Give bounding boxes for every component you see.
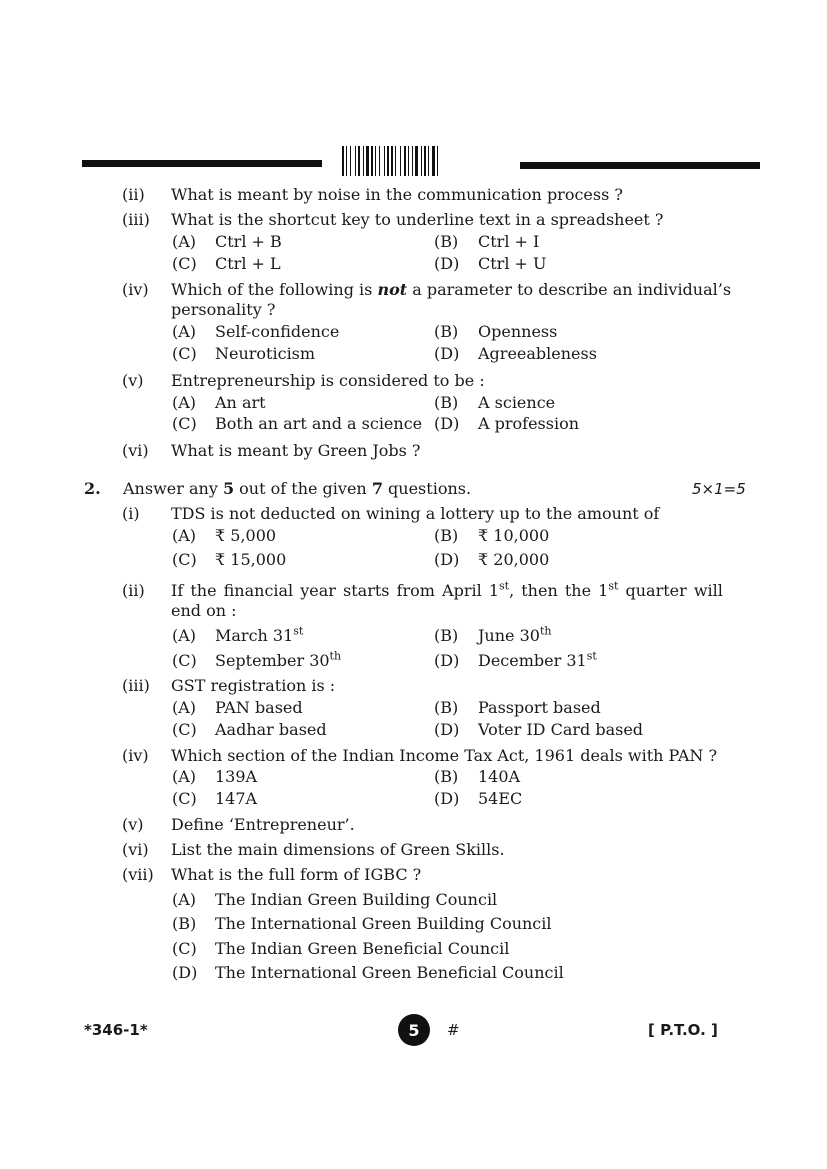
option-label: (D) xyxy=(434,720,460,739)
option-text: Ctrl + L xyxy=(215,254,281,273)
option-text: Aadhar based xyxy=(215,720,327,739)
option-text: Ctrl + I xyxy=(478,232,540,251)
option-text: A science xyxy=(478,393,556,412)
option-label: (C) xyxy=(172,789,197,808)
barcode-bar xyxy=(404,146,406,176)
header-rule-left xyxy=(82,160,322,167)
option-text: The International Green Building Council xyxy=(215,914,552,933)
option-label: (C) xyxy=(172,254,197,273)
option-text: Passport based xyxy=(478,698,601,717)
q1-vi-number: (vi) xyxy=(122,441,149,460)
option-text: 140A xyxy=(478,767,521,786)
option-label: (C) xyxy=(172,414,197,433)
q1-iii-number: (iii) xyxy=(122,210,150,229)
option-text: The Indian Green Beneficial Council xyxy=(215,939,510,958)
option-label: (A) xyxy=(172,526,197,545)
option-text: September 30th xyxy=(215,649,342,670)
option-text: March 31st xyxy=(215,624,304,645)
option-text: A profession xyxy=(478,414,580,433)
option-text: Neuroticism xyxy=(215,344,316,363)
option-label: (A) xyxy=(172,232,197,251)
q1-iv-text-line2: personality ? xyxy=(171,300,276,319)
barcode-bar xyxy=(408,146,409,176)
option-text: The Indian Green Building Council xyxy=(215,890,498,909)
q2-iii-number: (iii) xyxy=(122,676,150,695)
barcode-bar xyxy=(415,146,418,176)
paper-code: *346-1* xyxy=(84,1021,148,1039)
option-label: (B) xyxy=(434,232,459,251)
barcode-bar xyxy=(424,146,426,176)
barcode-bar xyxy=(355,146,356,176)
barcode-bar xyxy=(384,146,385,176)
option-label: (D) xyxy=(434,344,460,363)
q1-vi-text: What is meant by Green Jobs ? xyxy=(171,441,421,460)
option-text: PAN based xyxy=(215,698,303,717)
option-label: (C) xyxy=(172,550,197,569)
q1-v-number: (v) xyxy=(122,371,144,390)
q2-v-text: Define ‘Entrepreneur’. xyxy=(171,815,355,834)
barcode-bar xyxy=(432,146,435,176)
option-label: (B) xyxy=(434,322,459,341)
option-text: ₹ 20,000 xyxy=(478,550,550,569)
option-label: (D) xyxy=(434,254,460,273)
barcode-bar xyxy=(391,146,393,176)
option-text: The International Green Beneficial Council xyxy=(215,963,564,982)
option-text: ₹ 10,000 xyxy=(478,526,550,545)
option-label: (C) xyxy=(172,651,197,670)
barcode-bar xyxy=(346,146,347,176)
option-label: (C) xyxy=(172,939,197,958)
option-label: (B) xyxy=(172,914,197,933)
q2-ii-text-line2: end on : xyxy=(171,601,237,620)
option-label: (A) xyxy=(172,626,197,645)
option-text: ₹ 5,000 xyxy=(215,526,277,545)
barcode-bar xyxy=(375,146,376,176)
pto-label: [ P.T.O. ] xyxy=(648,1021,718,1039)
header-rule-right xyxy=(520,162,760,169)
barcode-bar xyxy=(350,146,351,176)
option-label: (B) xyxy=(434,526,459,545)
option-label: (A) xyxy=(172,393,197,412)
option-text: ₹ 15,000 xyxy=(215,550,287,569)
option-label: (D) xyxy=(434,651,460,670)
option-label: (A) xyxy=(172,698,197,717)
barcode-bar xyxy=(412,146,413,176)
option-text: June 30th xyxy=(478,624,552,645)
option-label: (B) xyxy=(434,698,459,717)
option-text: Self-confidence xyxy=(215,322,340,341)
barcode-bar xyxy=(363,146,364,176)
option-text: 147A xyxy=(215,789,258,808)
option-text: 54EC xyxy=(478,789,523,808)
barcode-bar xyxy=(437,146,438,176)
q2-ii-text: If the financial year starts from April 1st, then the 1st quarter will xyxy=(171,579,723,600)
q2-i-number: (i) xyxy=(122,504,140,523)
barcode-bar xyxy=(358,146,360,176)
option-label: (A) xyxy=(172,890,197,909)
barcode-bar xyxy=(428,146,429,176)
barcode-bar xyxy=(400,146,401,176)
option-label: (D) xyxy=(434,414,460,433)
barcode-bar xyxy=(387,146,389,176)
q2-instructions: Answer any 5 out of the given 7 questions. xyxy=(123,479,472,498)
q2-iv-number: (iv) xyxy=(122,746,149,765)
barcode-bar xyxy=(379,146,380,176)
q2-i-text: TDS is not deducted on wining a lottery up to the amount of xyxy=(171,504,660,523)
option-text: Ctrl + U xyxy=(478,254,547,273)
barcode-bar xyxy=(371,146,373,176)
option-label: (A) xyxy=(172,322,197,341)
option-label: (B) xyxy=(434,767,459,786)
option-label: (C) xyxy=(172,720,197,739)
option-text: Both an art and a science xyxy=(215,414,423,433)
q1-ii-text: What is meant by noise in the communication process ? xyxy=(171,185,623,204)
q2-iv-text: Which section of the Indian Income Tax Act, 1961 deals with PAN ? xyxy=(171,746,718,765)
option-text: Ctrl + B xyxy=(215,232,282,251)
option-label: (B) xyxy=(434,626,459,645)
q2-vi-number: (vi) xyxy=(122,840,149,859)
option-label: (D) xyxy=(172,963,198,982)
barcode-bar xyxy=(366,146,369,176)
q1-iv-number: (iv) xyxy=(122,280,149,299)
option-label: (A) xyxy=(172,767,197,786)
q2-iii-text: GST registration is : xyxy=(171,676,336,695)
option-text: An art xyxy=(215,393,266,412)
option-text: Voter ID Card based xyxy=(478,720,644,739)
option-text: Openness xyxy=(478,322,558,341)
option-text: December 31st xyxy=(478,649,597,670)
barcode-bar xyxy=(421,146,422,176)
barcode-image xyxy=(342,146,492,176)
option-label: (B) xyxy=(434,393,459,412)
option-label: (D) xyxy=(434,550,460,569)
q2-vi-text: List the main dimensions of Green Skills. xyxy=(171,840,505,859)
hash-mark: # xyxy=(447,1021,460,1039)
q2-vii-text: What is the full form of IGBC ? xyxy=(171,865,422,884)
q2-marks: 5×1=5 xyxy=(692,480,746,498)
option-text: Agreeableness xyxy=(478,344,597,363)
q1-v-text: Entrepreneurship is considered to be : xyxy=(171,371,485,390)
option-label: (C) xyxy=(172,344,197,363)
barcode-bar xyxy=(395,146,396,176)
q1-iv-text: Which of the following is not a parameter to describe an individual’s xyxy=(171,280,732,299)
q2-vii-number: (vii) xyxy=(122,865,154,884)
option-label: (D) xyxy=(434,789,460,808)
option-text: 139A xyxy=(215,767,258,786)
q2-ii-number: (ii) xyxy=(122,581,145,600)
q2-v-number: (v) xyxy=(122,815,144,834)
q1-ii-number: (ii) xyxy=(122,185,145,204)
barcode-bar xyxy=(342,146,344,176)
page-number: 5 xyxy=(398,1014,430,1046)
q2-number: 2. xyxy=(84,479,101,498)
q1-iii-text: What is the shortcut key to underline text in a spreadsheet ? xyxy=(171,210,664,229)
